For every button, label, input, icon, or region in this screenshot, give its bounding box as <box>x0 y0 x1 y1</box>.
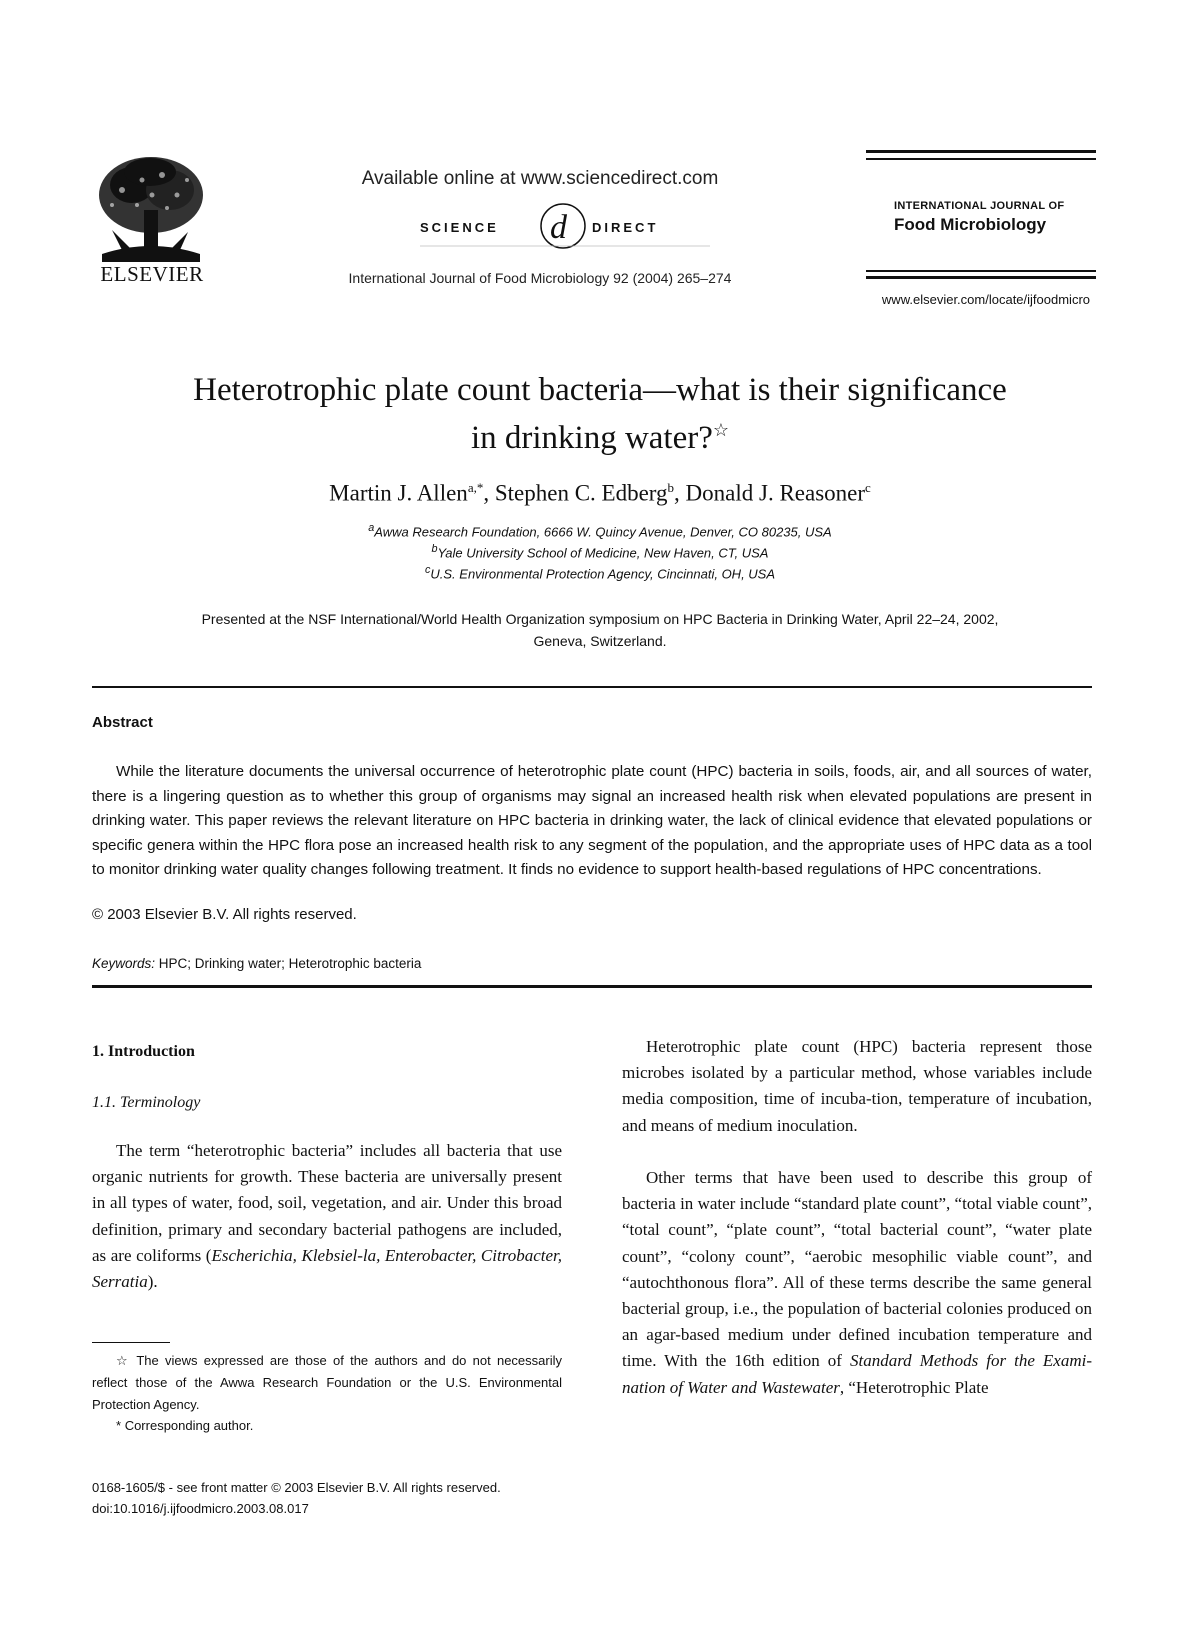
divider-top <box>92 686 1092 688</box>
divider-bottom <box>92 985 1092 988</box>
sciencedirect-logo <box>420 196 710 256</box>
affiliation-b-text: Yale University School of Medicine, New Haven, CT, USA <box>437 545 769 561</box>
keywords-label: Keywords: <box>92 956 156 971</box>
footnote-corresponding-mark: * <box>116 1418 122 1433</box>
affiliation-b-mark: b <box>431 543 438 555</box>
right-para2-text: Other terms that have been used to describe this group of bacteria in water include “standard plate count”, “total viable count”, “total count”, “plate count”, “total bacterial count”, “water plate count”, “colony count”, “aerobic mesophilic viable count”, and “autochthonous flora”. All of these terms describe the same general bacterial group, i.e., the population of bacterial colonies produced on an agar-based medium under defined incubation temperature and time. With the 16th edition of <box>622 1168 1092 1371</box>
issn-line: 0168-1605/$ - see front matter © 2003 Elsevier B.V. All rights reserved. <box>92 1480 501 1495</box>
affiliation-c <box>110 564 1090 581</box>
available-online-text: Available online at www.sciencedirect.com <box>361 168 719 189</box>
presented-line-1: Presented at the NSF International/World Health Organization symposium on HPC Bacteria in Drinking Water, April 22–24, 2002, <box>201 611 999 627</box>
footnote-views-mark: ☆ <box>116 1353 131 1368</box>
left-para-text: The term “heterotrophic bacteria” includes all bacteria that use organic nutrients for growth. These bacteria are universally present in all types of water, food, soil, vegetation, and air. Under this broad definition, primary and secondary bacterial pathogens are included, as are coliforms ( <box>92 1141 562 1265</box>
header-rule-bottom-thin <box>866 270 1096 272</box>
author-list: Martin J. Allen$^{a,*}$, Stephen C. Edberg$^b$, Donald J. Reasoner$^c$ <box>329 480 871 506</box>
author-2[interactable]: Stephen C. Edberg <box>494 480 668 506</box>
journal-name-big: Food Microbiology <box>894 215 1047 234</box>
right-column-paragraph-2 <box>622 1165 1092 1401</box>
left-para-end: ). <box>147 1272 158 1292</box>
journal-name-small: INTERNATIONAL JOURNAL OF <box>894 200 1065 212</box>
author-3[interactable]: Donald J. Reasoner <box>685 480 866 506</box>
elsevier-wordmark: ELSEVIER <box>100 262 204 286</box>
affiliation-a-text: Awwa Research Foundation, 6666 W. Quincy Avenue, Denver, CO 80235, USA <box>374 524 832 540</box>
abstract-text: While the literature documents the universal occurrence of heterotrophic plate count (HPC) bacteria in soils, foods, air, and all sources of water, there is a lingering question as to whether this group of organisms may signal an increased health risk when elevated populations are present in drinking water. This paper reviews the relevant literature on HPC bacteria in drinking water, the lack of clinical evidence that elevated populations or specific genera within the HPC flora pose an increased health risk to any segment of the population, and the appropriate uses of HPC data as a tool to monitor drinking water quality changes following treatment. It finds no evidence to support health-based regulations of HPC concentrations. <box>92 763 1092 879</box>
header-rule-top <box>866 150 1096 153</box>
affiliation-c-mark: c <box>424 564 431 576</box>
journal-citation: International Journal of Food Microbiology 92 (2004) 265–274 <box>348 270 732 286</box>
presented-note <box>110 608 1090 652</box>
sd-direct-text: DIRECT <box>592 220 659 235</box>
journal-url-link[interactable]: www.elsevier.com/locate/ijfoodmicro <box>881 292 1090 307</box>
header-rule-bottom <box>866 276 1096 279</box>
author-1-affil[interactable]: a,* <box>467 480 484 495</box>
sd-d-symbol: d <box>550 209 567 246</box>
footnote-corresponding-text: Corresponding author. <box>124 1418 254 1433</box>
author-2-affil[interactable]: b <box>667 480 675 495</box>
affiliation-a-mark: a <box>368 522 375 534</box>
footnote-views <box>92 1350 562 1416</box>
header-rule-top-thin <box>866 158 1096 160</box>
right-column-paragraph-1: Heterotrophic plate count (HPC) bacteria represent those microbes isolated by a particular method, whose variables include media composition, time of incuba-tion, temperature of incubation, and means of medium inoculation. <box>622 1037 1092 1135</box>
left-column-paragraph <box>92 1138 562 1295</box>
footnote-rule <box>92 1342 170 1343</box>
section-heading-introduction: 1. Introduction <box>92 1043 195 1060</box>
keywords <box>92 956 421 971</box>
right-para2-end: , “Heterotrophic Plate <box>839 1377 989 1397</box>
article-title <box>110 370 1090 458</box>
affiliation-b <box>110 543 1090 560</box>
abstract-copyright: © 2003 Elsevier B.V. All rights reserved. <box>92 906 357 923</box>
title-line-2-text: in drinking water? <box>470 420 713 456</box>
affiliation-c-text: U.S. Environmental Protection Agency, Cincinnati, OH, USA <box>430 566 776 582</box>
author-1[interactable]: Martin J. Allen <box>329 480 468 506</box>
subsection-heading-terminology: 1.1. Terminology <box>92 1094 201 1111</box>
presented-line-2: Geneva, Switzerland. <box>533 633 667 649</box>
doi-link[interactable]: doi:10.1016/j.ijfoodmicro.2003.08.017 <box>92 1501 309 1516</box>
sd-science-text: SCIENCE <box>420 220 499 235</box>
title-star-footnote-mark[interactable]: ☆ <box>712 420 730 440</box>
footnote-corresponding <box>92 1418 253 1433</box>
keywords-list: HPC; Drinking water; Heterotrophic bacteria <box>158 956 422 971</box>
title-line-1: Heterotrophic plate count bacteria—what is their significance <box>193 372 1007 408</box>
affiliation-a <box>110 522 1090 539</box>
abstract-heading: Abstract <box>92 714 153 731</box>
author-3-affil[interactable]: c <box>865 480 871 495</box>
left-para-genera: Escherichia, Klebsiel-la, Enterobacter, Citrobacter, Serratia <box>92 1245 562 1292</box>
footnote-views-text: The views expressed are those of the authors and do not necessarily reflect those of the Awwa Research Foundation or the U.S. Environmental Protection Agency. <box>92 1353 562 1412</box>
right-para2-book-title: Standard Methods for the Exami-nation of Water and Wastewater <box>622 1351 1093 1397</box>
title-line-2 <box>110 410 1090 458</box>
